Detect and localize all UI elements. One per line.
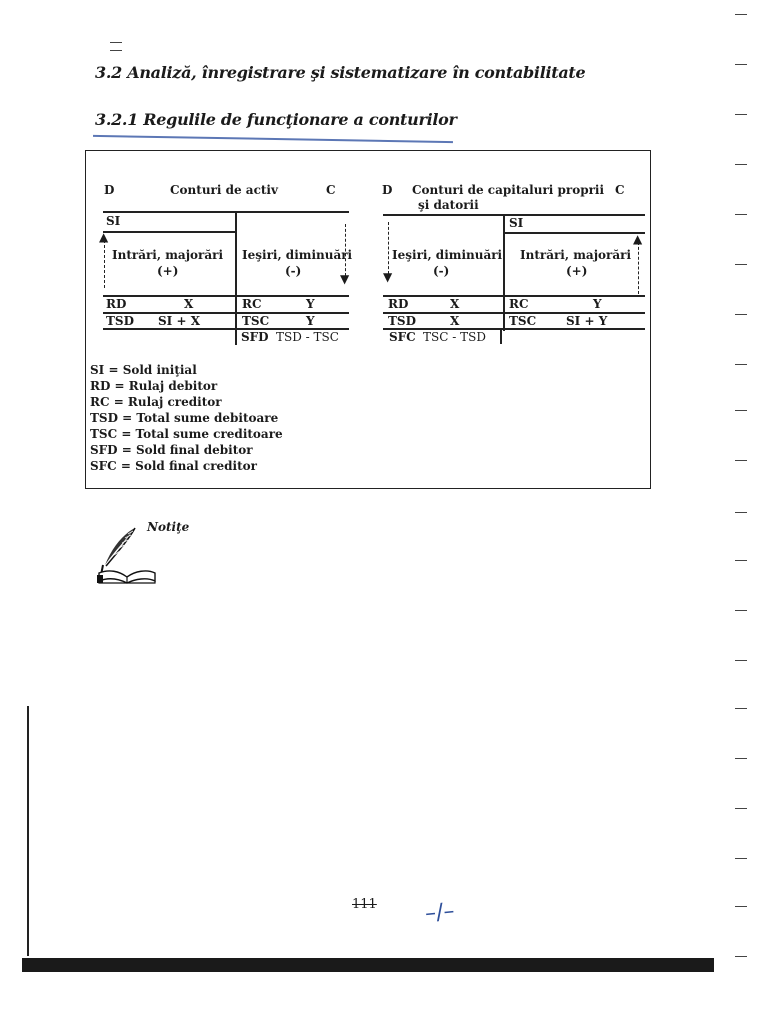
right-tsd-label: TSD [388,314,417,328]
right-account-title-line1: Conturi de capitaluri proprii [412,183,605,197]
right-debit-label: D [382,183,393,197]
handwritten-mark: –/– [423,898,456,927]
left-debit-label: D [104,183,115,197]
left-si-label: SI [106,214,121,228]
margin-tick [735,906,747,907]
left-rd-value: X [184,297,194,311]
margin-tick [735,264,747,265]
right-sfc-value: TSC - TSD [423,330,486,344]
left-rc-value: Y [306,297,315,311]
margin-tick [735,410,747,411]
right-sfc-tick [500,330,502,344]
section-title: 3.2 Analiză, înregistrare şi sistematizare în contabilitate [95,63,586,82]
margin-tick [735,560,747,561]
legend-item: RC = Rulaj creditor [90,395,222,409]
margin-tick [735,610,747,611]
legend-item: SFC = Sold final creditor [90,459,257,473]
margin-tick [735,660,747,661]
left-sfd-value: TSD - TSC [276,330,339,344]
quill-book-icon [95,525,159,585]
margin-tick [735,512,747,513]
legend-item: SI = Sold iniţial [90,363,197,377]
right-rc-label: RC [509,297,529,311]
right-rd-label: RD [388,297,409,311]
left-tsc-value: Y [306,314,315,328]
left-outputs-sign: (-) [285,264,302,278]
right-inputs-label: Intrări, majorări [520,248,632,262]
right-rd-value: X [450,297,460,311]
abbreviations-legend [90,362,283,474]
right-outputs-label: Ieşiri, diminuări [392,248,503,262]
left-rd-label: RD [106,297,127,311]
bottom-scan-bar [22,958,714,972]
margin-tick [735,314,747,315]
margin-tick [735,808,747,809]
margin-tick [735,114,747,115]
right-rc-value: Y [593,297,602,311]
margin-tick [735,64,747,65]
margin-tick [735,460,747,461]
left-up-dash [104,240,105,288]
page-number: 111 [352,897,377,912]
right-account-title-line2: şi datorii [418,198,479,212]
left-inputs-label: Intrări, majorări [112,248,224,262]
left-si-line [103,231,235,233]
right-outputs-sign: (-) [433,264,450,278]
left-account-title: Conturi de activ [170,183,278,197]
subsection-underline [93,135,453,143]
right-tsd-value: X [450,314,460,328]
right-tsc-value: SI + Y [566,314,608,328]
left-margin-rule [27,706,29,956]
right-down-dash [388,222,389,274]
legend-item: RD = Rulaj debitor [90,379,218,393]
left-rc-label: RC [242,297,262,311]
margin-tick [735,858,747,859]
right-inputs-sign: (+) [566,264,588,278]
margin-tick [735,364,747,365]
margin-tick [735,758,747,759]
right-up-arrow-icon: ▲ [633,232,643,246]
right-si-label: SI [509,216,524,230]
right-tsc-label: TSC [509,314,537,328]
right-credit-label: C [615,183,625,197]
right-down-arrow-icon: ▼ [383,270,393,284]
left-down-arrow-icon: ▼ [340,272,350,286]
left-t-divider [235,212,237,345]
subsection-title: 3.2.1 Regulile de funcţionare a conturilor [95,110,457,129]
legend-item: TSD = Total sume debitoare [90,411,279,425]
left-down-dash [345,224,346,276]
left-up-arrow-icon: ▲ [99,230,109,244]
left-inputs-sign: (+) [157,264,179,278]
margin-tick [735,14,747,15]
margin-tick [735,956,747,957]
right-up-dash [638,242,639,294]
margin-tick [735,708,747,709]
left-outputs-label: Ieşiri, diminuări [242,248,353,262]
scan-mark [110,50,122,51]
legend-item: TSC = Total sume creditoare [90,427,283,441]
left-tsc-label: TSC [242,314,270,328]
margin-tick [735,214,747,215]
left-sfd-label: SFD [241,330,269,344]
margin-tick [735,164,747,165]
left-tsd-label: TSD [106,314,135,328]
legend-item: SFD = Sold final debitor [90,443,253,457]
right-si-line [503,232,645,234]
left-header-line [103,211,349,213]
left-tsd-value: SI + X [158,314,200,328]
left-credit-label: C [326,183,336,197]
notes-label: Notiţe [147,520,190,534]
scan-mark [110,42,122,43]
right-sfc-label: SFC [389,330,416,344]
